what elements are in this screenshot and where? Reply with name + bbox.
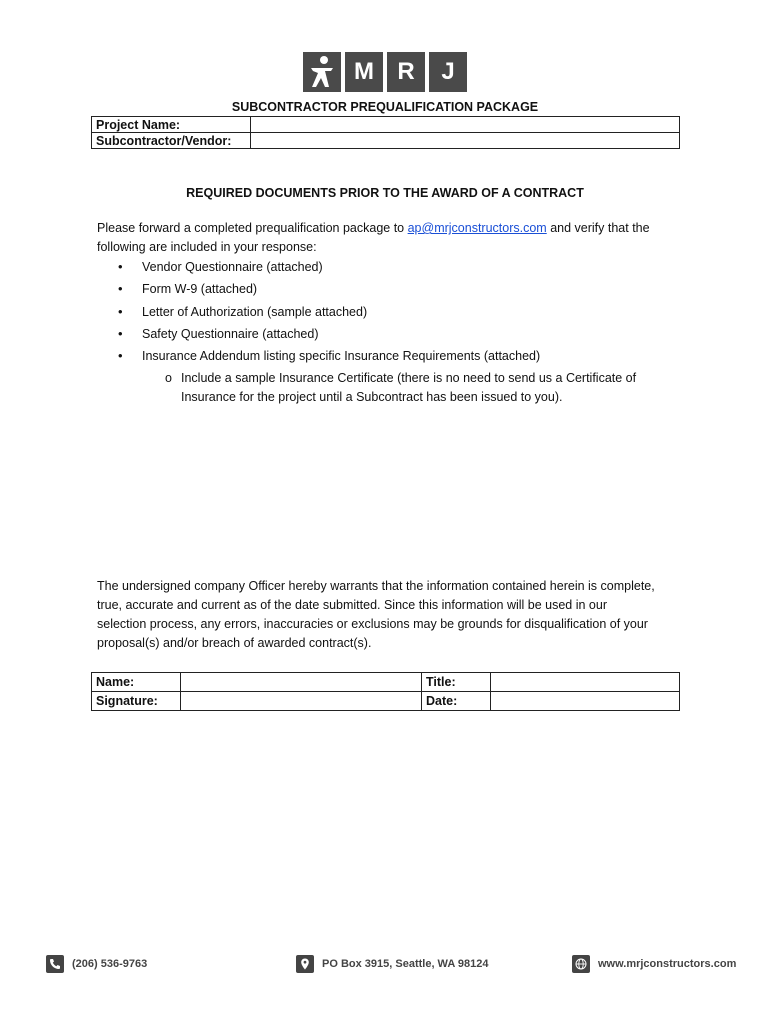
title-field[interactable] — [491, 673, 680, 692]
warranty-paragraph: The undersigned company Officer hereby warrants that the information contained herein is complete, true, accurate and current as of the date submitted. Since this information will be used in our selection process, any errors, inaccuracies or exclusions may be grounds for disqualification of your proposal(s) and/or breach of awarded contract(s). — [97, 579, 655, 650]
worker-figure-icon — [303, 52, 341, 92]
page-footer — [0, 955, 770, 977]
footer-phone-text: (206) 536-9763 — [72, 958, 148, 970]
company-logo — [303, 52, 467, 92]
name-field[interactable] — [181, 673, 422, 692]
location-pin-icon — [296, 955, 314, 973]
document-title: SUBCONTRACTOR PREQUALIFICATION PACKAGE — [231, 100, 539, 114]
project-info-table — [91, 116, 680, 149]
date-field[interactable] — [491, 692, 680, 711]
list-item: • Vendor Questionnaire (attached) — [97, 256, 540, 278]
list-item: • Insurance Addendum listing specific Insurance Requirements (attached) — [97, 345, 540, 367]
list-item: • Form W-9 (attached) — [97, 278, 540, 300]
globe-icon — [572, 955, 590, 973]
project-name-field[interactable] — [251, 117, 680, 133]
logo-letter-r: R — [387, 52, 425, 92]
signature-field[interactable] — [181, 692, 422, 711]
intro-paragraph — [97, 219, 657, 257]
subcontractor-field[interactable] — [251, 133, 680, 149]
name-label: Name: — [92, 673, 181, 692]
footer-website — [572, 955, 736, 973]
sub-bullet: o — [165, 371, 172, 385]
sub-list-item — [165, 369, 681, 407]
email-link[interactable]: ap@mrjconstructors.com — [407, 221, 547, 235]
list-item: • Safety Questionnaire (attached) — [97, 323, 540, 345]
subcontractor-label: Subcontractor/Vendor: — [92, 133, 251, 149]
footer-address-text: PO Box 3915, Seattle, WA 98124 — [322, 958, 489, 970]
phone-icon — [46, 955, 64, 973]
logo-letter-m: M — [345, 52, 383, 92]
signature-label: Signature: — [92, 692, 181, 711]
list-item: • Letter of Authorization (sample attached) — [97, 301, 540, 323]
title-label: Title: — [422, 673, 491, 692]
logo-letter-j: J — [429, 52, 467, 92]
intro-text-after: and verify that the following are included in your response: — [97, 221, 650, 254]
required-documents-list — [97, 256, 540, 367]
footer-phone — [46, 955, 147, 973]
section-heading: REQUIRED DOCUMENTS PRIOR TO THE AWARD OF A CONTRACT — [186, 186, 584, 200]
intro-text-before: Please forward a completed prequalification package to — [97, 221, 408, 235]
project-name-label: Project Name: — [92, 117, 251, 133]
footer-address — [296, 955, 489, 973]
date-label: Date: — [422, 692, 491, 711]
signature-table — [91, 672, 680, 711]
footer-website-text[interactable]: www.mrjconstructors.com — [598, 958, 737, 970]
sub-item-text: Include a sample Insurance Certificate (there is no need to send us a Certificate of Insurance for the project until a Subcontract has been issued to you). — [181, 371, 637, 404]
